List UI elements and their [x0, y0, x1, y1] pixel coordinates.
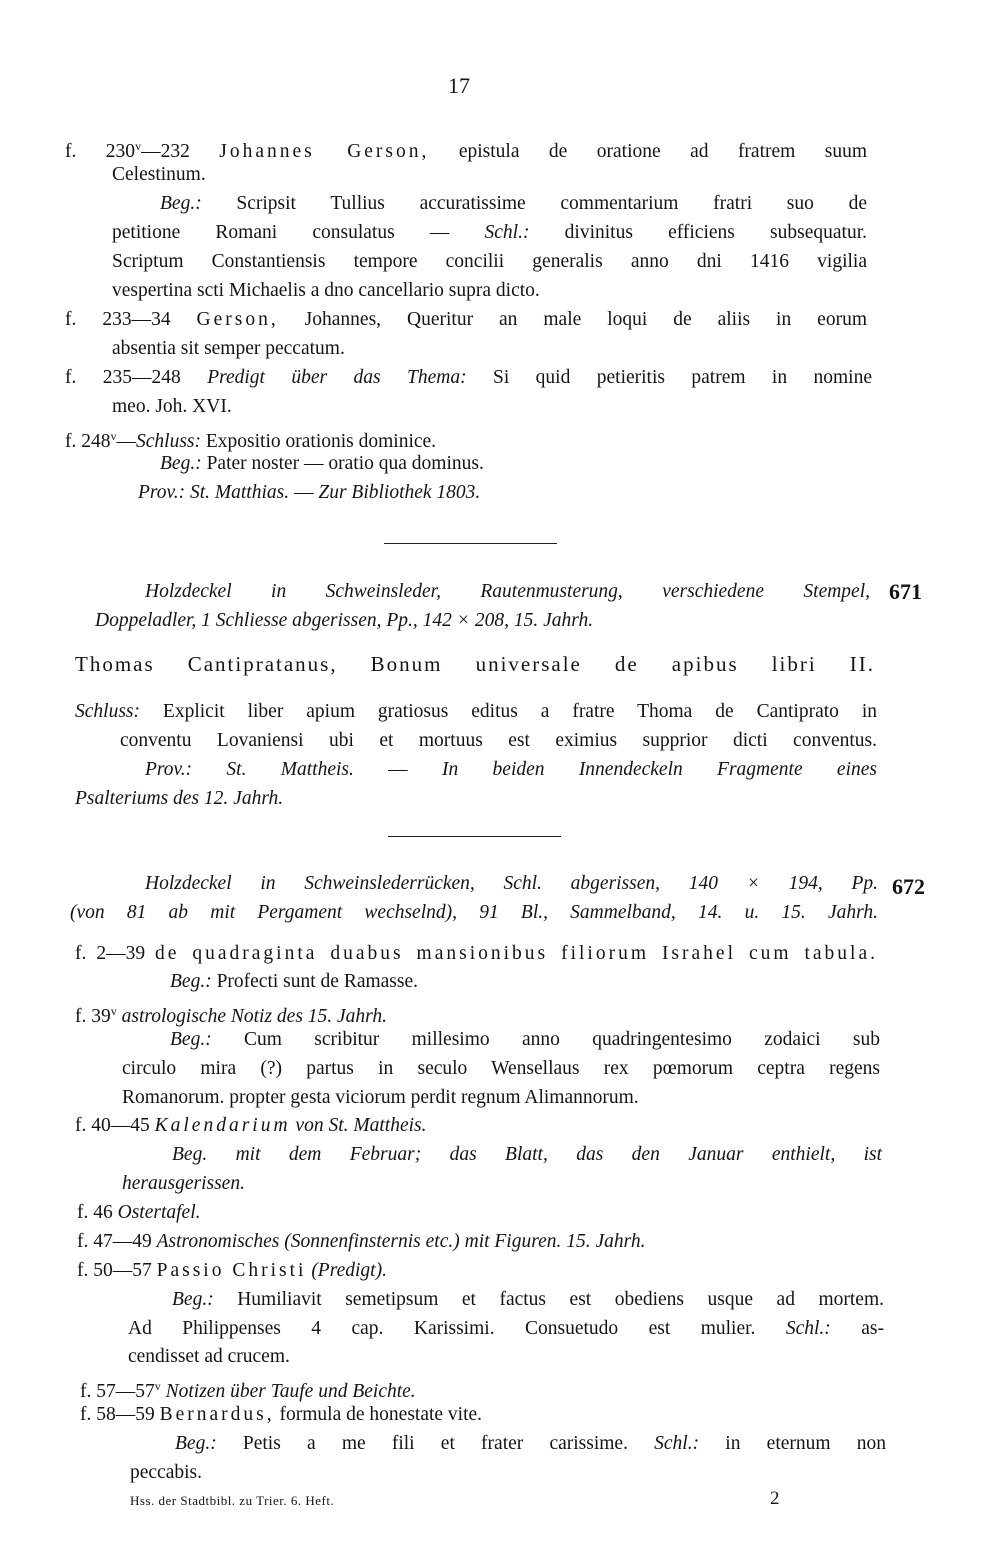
text-segment: Astronomisches (Sonnenfinsternis etc.) mit Figuren. 15. Jahrh. — [156, 1231, 646, 1252]
text-line — [122, 1057, 880, 1081]
text-segment: (von 81 ab mit Pergament wechselnd), 91 Bl., Sammelband, 14. u. 15. Jahrh. — [70, 902, 878, 923]
text-segment: f. 47—49 — [77, 1231, 157, 1252]
text-line — [112, 279, 540, 303]
text-segment: Pater noster — oratio qua dominus. — [201, 453, 484, 474]
text-segment: — — [116, 431, 136, 452]
text-segment: Schl.: — [654, 1433, 700, 1454]
text-line — [175, 1432, 886, 1456]
text-segment: Schl.: — [484, 222, 530, 243]
text-segment: epistula de oratione ad fratrem suum — [429, 141, 868, 162]
text-segment: astrologische Notiz des 15. Jahrh. — [121, 1006, 388, 1027]
text-segment: In beiden Innendeckeln Fragmente eines — [441, 759, 877, 780]
text-segment: Gerson, — [196, 309, 279, 330]
text-segment: Prov.: St. Mattheis. — [145, 759, 354, 780]
text-segment: Holzdeckel in Schweinsleder, Rautenmusterung, verschiedene Stempel, — [145, 581, 870, 602]
text-segment: Ad Philippenses 4 cap. Karissimi. Consuetudo est mulier. — [128, 1318, 786, 1339]
text-line — [145, 758, 877, 782]
text-line — [112, 337, 345, 361]
text-segment: Zur Bibliothek 1803. — [318, 482, 481, 503]
text-line — [122, 1086, 639, 1110]
verso-superscript: v — [135, 139, 142, 153]
text-line — [112, 250, 867, 274]
text-segment: Profecti sunt de Ramasse. — [211, 971, 419, 992]
section-divider — [388, 836, 561, 837]
text-line — [172, 1288, 884, 1312]
text-line — [160, 192, 867, 216]
text-segment: Schl.: — [785, 1318, 831, 1339]
text-segment: f. 39 — [75, 1006, 111, 1027]
text-line — [75, 1114, 427, 1138]
text-segment: petitione Romani consulatus — — [112, 222, 485, 243]
text-segment: von St. Mattheis. — [290, 1115, 427, 1136]
text-segment: f. 2—39 — [75, 943, 156, 964]
text-line — [65, 366, 872, 390]
section-divider — [384, 543, 557, 544]
text-segment: Beg.: — [170, 971, 212, 992]
text-segment: Cum scribitur millesimo anno quadringentesimo zodaici sub — [211, 1029, 880, 1050]
page-number: 17 — [448, 73, 470, 98]
text-segment: divinitus efficiens subsequatur. — [529, 222, 867, 243]
text-segment: f. 40—45 — [75, 1115, 155, 1136]
text-segment: —232 — [141, 141, 220, 162]
text-line — [160, 452, 484, 476]
text-segment: Beg.: — [175, 1433, 217, 1454]
text-segment: Psalteriums des 12. Jahrh. — [75, 788, 284, 809]
text-line — [77, 1259, 387, 1283]
verso-superscript: v — [110, 1004, 117, 1018]
catalog-number: 672 — [892, 874, 925, 899]
text-line — [65, 134, 868, 162]
text-segment: f. 233—34 — [65, 309, 197, 330]
verso-superscript: v — [154, 1379, 161, 1393]
text-segment: Prov.: St. Matthias. — [138, 482, 290, 503]
text-segment: in eternum non — [699, 1433, 886, 1454]
text-segment: circulo mira (?) partus in seculo Wensellaus rex pœmorum ceptra regens — [122, 1058, 880, 1079]
text-segment: f. 235—248 — [65, 367, 208, 388]
text-line — [170, 1028, 880, 1052]
text-segment: Schluss: — [136, 431, 201, 452]
text-segment: herausgerissen. — [122, 1173, 245, 1194]
text-segment: absentia sit semper peccatum. — [112, 338, 345, 359]
text-line — [170, 970, 418, 994]
text-segment: f. 46 — [77, 1202, 118, 1223]
text-segment: Scripsit Tullius accuratissime commentarium fratri suo de — [201, 193, 867, 214]
text-segment: f. 230 — [65, 141, 136, 162]
text-line — [122, 1172, 245, 1196]
text-segment: Celestinum. — [112, 164, 206, 185]
text-segment: Explicit liber apium gratiosus editus a fratre Thoma de Cantiprato in — [140, 701, 877, 722]
text-line — [145, 872, 878, 896]
text-segment: f. 248 — [65, 431, 111, 452]
text-segment: Thomas Cantipratanus, Bonum universale de apibus libri II. — [75, 652, 875, 676]
text-segment: Notizen über Taufe und Beichte. — [165, 1381, 416, 1402]
text-segment: Johannes, Queritur an male loqui de aliis in eorum — [278, 309, 867, 330]
text-segment: Expositio orationis dominice. — [201, 431, 437, 452]
verso-superscript: v — [110, 429, 117, 443]
text-segment: f. 58—59 — [80, 1404, 160, 1425]
text-segment: f. 50—57 — [77, 1260, 157, 1281]
text-line — [80, 1403, 482, 1427]
text-segment: — — [353, 759, 442, 780]
text-line — [95, 609, 593, 633]
text-segment: Predigt über das Thema: — [207, 367, 467, 388]
text-line — [75, 787, 283, 811]
text-line — [75, 942, 878, 966]
text-segment: Si quid petieritis patrem in nomine — [466, 367, 872, 388]
text-line — [172, 1143, 882, 1167]
text-segment: Scriptum Constantiensis tempore concilii generalis anno dni 1416 vigilia — [112, 251, 867, 272]
text-segment: cendisset ad crucem. — [128, 1346, 290, 1367]
text-line — [77, 1230, 646, 1254]
text-line — [138, 481, 480, 505]
text-line — [120, 729, 877, 753]
text-line — [75, 999, 387, 1029]
catalog-number: 671 — [889, 579, 922, 604]
text-line — [112, 163, 206, 187]
text-segment: Beg.: — [160, 453, 202, 474]
text-segment: Ostertafel. — [117, 1202, 201, 1223]
text-segment: Holzdeckel in Schweinslederrücken, Schl. abgerissen, 140 × 194, Pp. — [145, 873, 878, 894]
text-line — [112, 395, 232, 419]
footer-signature: Hss. der Stadtbibl. zu Trier. 6. Heft. — [130, 1493, 335, 1508]
text-segment: Beg.: — [172, 1289, 214, 1310]
text-segment: vespertina scti Michaelis a dno cancellario supra dicto. — [112, 280, 540, 301]
text-segment: conventu Lovaniensi ubi et mortuus est eximius supprior dicti conventus. — [120, 730, 877, 751]
text-line — [112, 221, 867, 245]
text-segment: (Predigt). — [306, 1260, 387, 1281]
sheet-number: 2 — [770, 1488, 780, 1509]
text-line — [130, 1461, 202, 1485]
text-segment: Romanorum. propter gesta viciorum perdit regnum Alimannorum. — [122, 1087, 639, 1108]
text-segment: meo. Joh. XVI. — [112, 396, 232, 417]
text-segment: Petis a me fili et frater carissime. — [216, 1433, 655, 1454]
text-segment: Johannes Gerson, — [219, 141, 430, 162]
text-segment: as- — [830, 1318, 884, 1339]
text-segment: Beg. mit dem Februar; das Blatt, das den Januar enthielt, ist — [172, 1144, 882, 1165]
text-line — [70, 901, 878, 925]
text-segment: de quadraginta duabus mansionibus filiorum Israhel cum tabula. — [155, 943, 878, 964]
text-line — [145, 580, 870, 604]
text-segment: peccabis. — [130, 1462, 203, 1483]
text-segment: Beg.: — [170, 1029, 212, 1050]
text-line — [80, 1374, 416, 1404]
text-segment: Beg.: — [160, 193, 202, 214]
text-segment: Doppeladler, 1 Schliesse abgerissen, Pp., 142 × 208, 15. Jahrh. — [95, 610, 594, 631]
text-line — [65, 424, 436, 454]
text-segment: Humiliavit semetipsum et factus est obediens usque ad mortem. — [213, 1289, 884, 1310]
text-segment: — — [289, 482, 319, 503]
text-line — [65, 308, 867, 332]
text-line — [75, 700, 877, 724]
text-line — [77, 1201, 201, 1225]
text-line — [128, 1317, 884, 1341]
text-segment: Bernardus, — [159, 1404, 275, 1425]
text-segment: Passio Christi — [156, 1260, 307, 1281]
text-line — [128, 1345, 290, 1369]
text-line — [75, 652, 875, 676]
text-segment: formula de honestate vite. — [274, 1404, 483, 1425]
text-segment: Kalendarium — [154, 1115, 291, 1136]
text-segment: Schluss: — [75, 701, 140, 722]
text-segment: f. 57—57 — [80, 1381, 155, 1402]
